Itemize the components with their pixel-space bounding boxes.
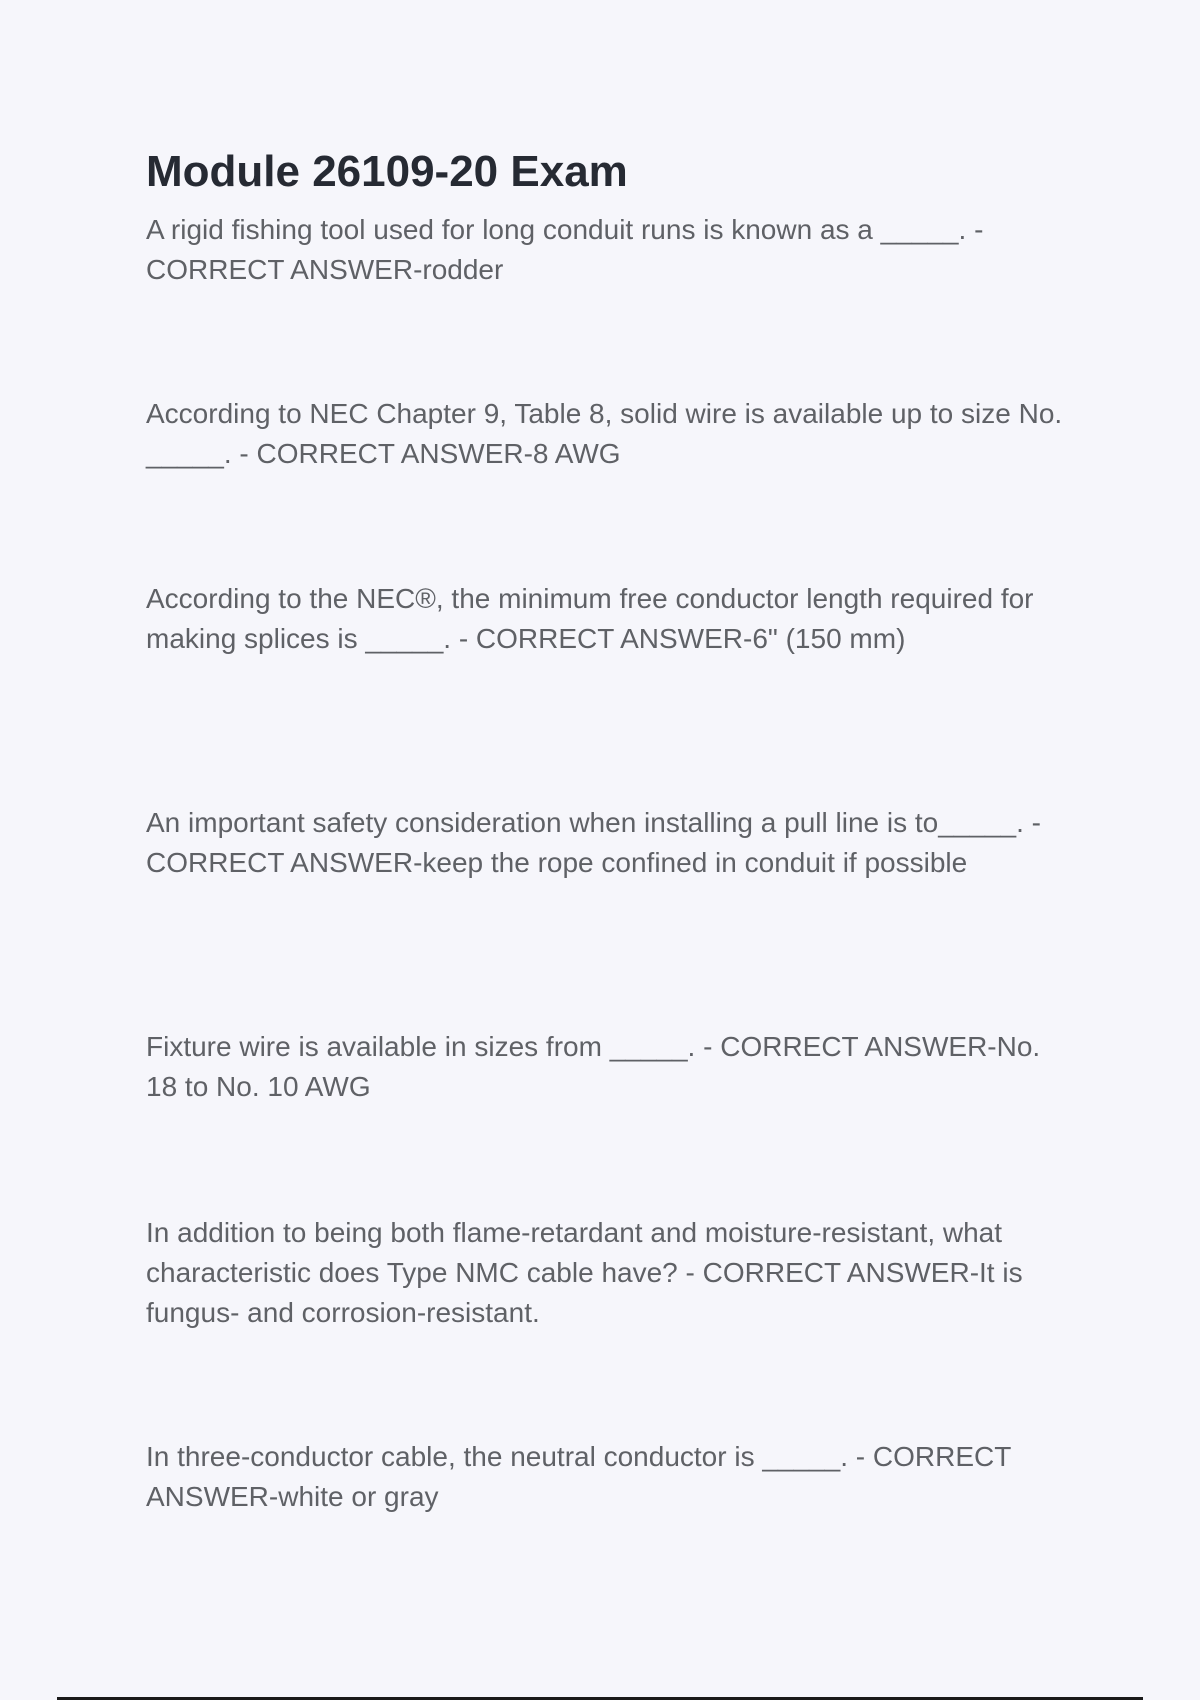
question-answer-4: An important safety consideration when installing a pull line is to_____. - CORRECT ANSWER-keep the rope confined in conduit if possible [146, 807, 1041, 878]
question-answer-5: Fixture wire is available in sizes from _____. - CORRECT ANSWER-No. 18 to No. 10 AWG [146, 1031, 1041, 1102]
page-title: Module 26109-20 Exam [146, 147, 628, 196]
question-answer-2: According to NEC Chapter 9, Table 8, solid wire is available up to size No. _____. - CORRECT ANSWER-8 AWG [146, 398, 1063, 469]
question-answer-7: In three-conductor cable, the neutral conductor is _____. - CORRECT ANSWER-white or gray [146, 1441, 1011, 1512]
question-answer-6: In addition to being both flame-retardant and moisture-resistant, what characteristic does Type NMC cable have? - CORRECT ANSWER-It is fungus- and corrosion-resistant. [146, 1217, 1023, 1328]
question-answer-1: A rigid fishing tool used for long conduit runs is known as a _____. - CORRECT ANSWER-rodder [146, 214, 984, 285]
question-answer-3: According to the NEC®, the minimum free conductor length required for making splices is _____. - CORRECT ANSWER-6" (150 mm) [146, 583, 1034, 654]
